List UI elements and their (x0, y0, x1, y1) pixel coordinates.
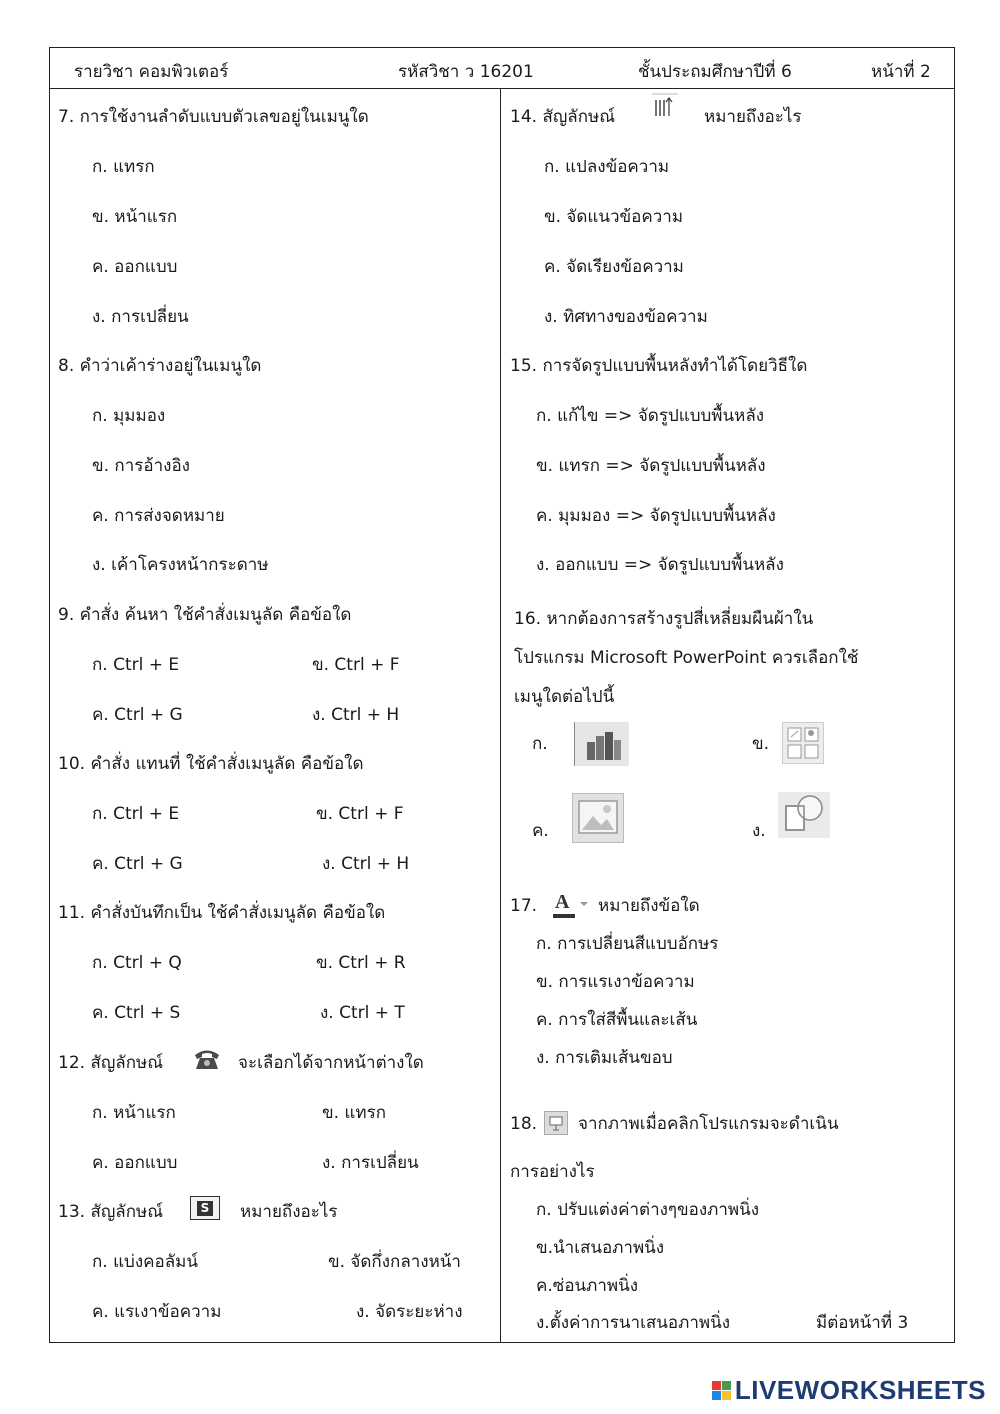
question-14-stem-post: หมายถึงอะไร (704, 107, 802, 127)
q9-option-b[interactable]: ข. Ctrl + F (312, 655, 400, 675)
q9-option-c[interactable]: ค. Ctrl + G (92, 705, 183, 725)
telephone-icon (192, 1046, 222, 1072)
q8-option-d[interactable]: ง. เค้าโครงหน้ากระดาษ (92, 555, 269, 575)
q10-option-d[interactable]: ง. Ctrl + H (322, 854, 410, 874)
q16-option-c[interactable]: ค. (532, 821, 549, 841)
q13-option-b[interactable]: ข. จัดกึ่งกลางหน้า (328, 1252, 461, 1272)
question-9-stem: 9. คำสั่ง ค้นหา ใช้คำสั่งเมนูลัด คือข้อใด (58, 605, 352, 625)
question-16-line-1: 16. หากต้องการสร้างรูปสี่เหลี่ยมผืนผ้าใน (514, 609, 814, 629)
q11-option-b[interactable]: ข. Ctrl + R (316, 953, 406, 973)
question-16-line-2: โปรแกรม Microsoft PowerPoint ควรเลือกใช้ (514, 648, 859, 668)
q12-option-c[interactable]: ค. ออกแบบ (92, 1153, 178, 1173)
q10-option-c[interactable]: ค. Ctrl + G (92, 854, 183, 874)
q15-option-c[interactable]: ค. มุมมอง => จัดรูปแบบพื้นหลัง (536, 506, 776, 526)
shading-icon (190, 1196, 220, 1220)
brand-logo-icon (712, 1381, 731, 1400)
slideshow-icon (544, 1111, 568, 1135)
question-11-stem: 11. คำสั่งบันทึกเป็น ใช้คำสั่งเมนูลัด คือข้อใด (58, 903, 386, 923)
q13-option-a[interactable]: ก. แบ่งคอลัมน์ (92, 1252, 198, 1272)
q14-option-c[interactable]: ค. จัดเรียงข้อความ (544, 257, 684, 277)
q14-option-d[interactable]: ง. ทิศทางของข้อความ (544, 307, 708, 327)
q17-option-b[interactable]: ข. การแรเงาข้อความ (536, 972, 695, 992)
text-direction-icon (650, 92, 680, 120)
q18-option-a[interactable]: ก. ปรับแต่งค่าต่างๆของภาพนิ่ง (536, 1200, 760, 1220)
font-color-icon (550, 890, 592, 920)
brand-name: LIVEWORKSHEETS (734, 1375, 986, 1405)
q7-option-a[interactable]: ก. แทรก (92, 157, 155, 177)
question-16-line-3: เมนูใดต่อไปนี้ (514, 687, 615, 707)
column-divider (500, 89, 501, 1342)
q11-option-d[interactable]: ง. Ctrl + T (320, 1003, 405, 1023)
question-7-stem: 7. การใช้งานลำดับแบบตัวเลขอยู่ในเมนูใด (58, 107, 369, 127)
question-17-stem-post: หมายถึงข้อใด (598, 896, 700, 916)
question-18-stem-pre: 18. (510, 1114, 538, 1134)
question-12-stem-post: จะเลือกได้จากหน้าต่างใด (238, 1053, 424, 1073)
question-18-stem-line-2: การอย่างไร (510, 1162, 595, 1182)
shapes-icon[interactable] (778, 792, 830, 838)
q16-option-a[interactable]: ก. (532, 734, 548, 754)
question-13-stem-post: หมายถึงอะไร (240, 1202, 338, 1222)
q13-option-c[interactable]: ค. แรเงาข้อความ (92, 1302, 222, 1322)
q10-option-b[interactable]: ข. Ctrl + F (316, 804, 404, 824)
chart-icon[interactable] (574, 722, 629, 766)
q12-option-a[interactable]: ก. หน้าแรก (92, 1103, 176, 1123)
q7-option-b[interactable]: ข. หน้าแรก (92, 207, 178, 227)
q18-option-b[interactable]: ข.นำเสนอภาพนิ่ง (536, 1238, 665, 1258)
question-12-stem-pre: 12. สัญลักษณ์ (58, 1053, 163, 1073)
q17-option-c[interactable]: ค. การใส่สีพื้นและเส้น (536, 1010, 698, 1030)
question-13-stem-pre: 13. สัญลักษณ์ (58, 1202, 163, 1222)
picture-icon[interactable] (572, 793, 624, 843)
q7-option-c[interactable]: ค. ออกแบบ (92, 257, 178, 277)
q11-option-c[interactable]: ค. Ctrl + S (92, 1003, 181, 1023)
q15-option-d[interactable]: ง. ออกแบบ => จัดรูปแบบพื้นหลัง (536, 555, 784, 575)
question-15-stem: 15. การจัดรูปแบบพื้นหลังทำได้โดยวิธีใด (510, 356, 808, 376)
q11-option-a[interactable]: ก. Ctrl + Q (92, 953, 182, 973)
smartart-icon[interactable] (782, 722, 824, 764)
q16-option-d[interactable]: ง. (752, 821, 766, 841)
worksheet-frame (49, 47, 955, 1343)
q17-option-d[interactable]: ง. การเติมเส้นขอบ (536, 1048, 673, 1068)
question-14-stem-pre: 14. สัญลักษณ์ (510, 107, 615, 127)
q8-option-a[interactable]: ก. มุมมอง (92, 406, 166, 426)
q8-option-c[interactable]: ค. การส่งจดหมาย (92, 506, 225, 526)
q9-option-a[interactable]: ก. Ctrl + E (92, 655, 180, 675)
worksheet-header (50, 48, 954, 89)
q18-option-c[interactable]: ค.ซ่อนภาพนิ่ง (536, 1276, 639, 1296)
q12-option-b[interactable]: ข. แทรก (322, 1103, 387, 1123)
question-17-stem-pre: 17. (510, 896, 538, 916)
q13-option-d[interactable]: ง. จัดระยะห่าง (356, 1302, 463, 1322)
grade-level: ชั้นประถมศึกษาปีที่ 6 (638, 62, 792, 82)
shading-icon-label: S (197, 1201, 214, 1216)
q10-option-a[interactable]: ก. Ctrl + E (92, 804, 180, 824)
course-code: รหัสวิชา ว 16201 (398, 62, 534, 82)
q17-option-a[interactable]: ก. การเปลี่ยนสีแบบอักษร (536, 934, 719, 954)
q9-option-d[interactable]: ง. Ctrl + H (312, 705, 400, 725)
q15-option-a[interactable]: ก. แก้ไข => จัดรูปแบบพื้นหลัง (536, 406, 765, 426)
subject-label: รายวิชา คอมพิวเตอร์ (74, 62, 229, 82)
liveworksheets-logo[interactable] (712, 1375, 986, 1406)
q15-option-b[interactable]: ข. แทรก => จัดรูปแบบพื้นหลัง (536, 456, 766, 476)
q14-option-a[interactable]: ก. แปลงข้อความ (544, 157, 670, 177)
continue-note: มีต่อหน้าที่ 3 (816, 1313, 909, 1333)
page-number: หน้าที่ 2 (871, 62, 931, 82)
font-color-letter: A (555, 891, 570, 913)
q12-option-d[interactable]: ง. การเปลี่ยน (322, 1153, 419, 1173)
q7-option-d[interactable]: ง. การเปลี่ยน (92, 307, 189, 327)
question-8-stem: 8. คำว่าเค้าร่างอยู่ในเมนูใด (58, 356, 262, 376)
q14-option-b[interactable]: ข. จัดแนวข้อความ (544, 207, 684, 227)
question-10-stem: 10. คำสั่ง แทนที่ ใช้คำสั่งเมนูลัด คือข้อใด (58, 754, 364, 774)
q8-option-b[interactable]: ข. การอ้างอิง (92, 456, 190, 476)
question-18-stem-post: จากภาพเมื่อคลิกโปรแกรมจะดำเนิน (578, 1114, 839, 1134)
q16-option-b[interactable]: ข. (752, 734, 770, 754)
q18-option-d[interactable]: ง.ตั้งค่าการนาเสนอภาพนิ่ง (536, 1313, 730, 1333)
